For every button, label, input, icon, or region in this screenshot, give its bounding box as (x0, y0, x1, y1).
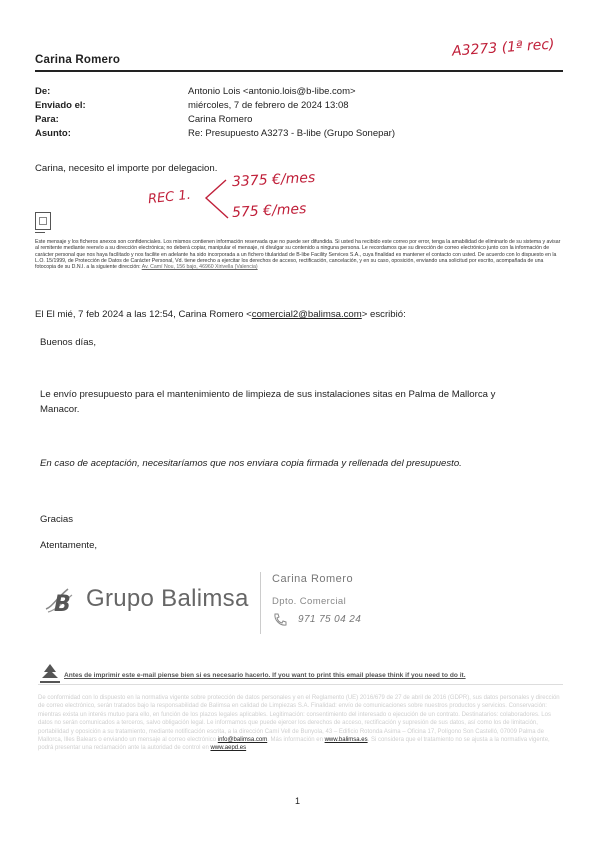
privacy-mid: . Más información en (267, 737, 323, 744)
thanks-text: Gracias (40, 514, 74, 525)
aepd-site-link[interactable]: www.aepd.es (210, 745, 247, 752)
signature-divider (260, 572, 261, 634)
quote-paragraph-2: En caso de aceptación, necesitaríamos que nos enviara copia firmada y rellenada del presupuesto. (40, 458, 462, 469)
handwritten-amount-2: 575 €/mes (231, 201, 307, 221)
greeting: Buenos días, (40, 337, 97, 348)
privacy-tail: . Si considera que el tratamiento no se ajusta a la normativa vigente, podrá presentar una reclamación ante la autoridad de control en (38, 737, 550, 752)
reply-text: Carina, necesito el importe por delegacion. (35, 163, 218, 174)
broken-image-icon (35, 212, 51, 230)
handwritten-amount-1: 3375 €/mes (231, 169, 316, 191)
quote-intro-prefix: El El mié, 7 feb 2024 a las 12:54, Carina Romero < (35, 309, 252, 320)
signature-phone[interactable]: 971 75 04 24 (298, 614, 362, 625)
sent-label: Enviado el: (35, 100, 86, 111)
page-number: 1 (294, 796, 300, 806)
eco-print-notice: Antes de imprimir este e-mail piense bien si es necesario hacerlo. If you want to print this email please think if you need to do it. (64, 672, 466, 679)
balimsa-logo-icon (42, 585, 76, 615)
eco-divider (38, 684, 563, 685)
subject-value: Re: Presupuesto A3273 - B-libe (Grupo Sonepar) (188, 128, 396, 139)
quote-intro (35, 309, 406, 320)
to-value[interactable]: Carina Romero (188, 114, 253, 125)
blibe-confidentiality-disclaimer (35, 239, 563, 270)
to-label: Para: (35, 114, 59, 125)
sender-name: Carina Romero (35, 54, 121, 66)
balimsa-site-link[interactable]: www.balimsa.es (324, 737, 368, 744)
handwritten-rec-label: REC 1. (147, 187, 192, 208)
quote-paragraph-1: Le envío presupuesto para el mantenimiento de limpieza de sus instalaciones sitas en Palma de Mallorca y Manacor. (40, 389, 496, 415)
blibe-address-link[interactable]: Av. Camí Nou, 156 bajo, 46960 Xirivella (Valencia) (141, 264, 258, 271)
subject-label: Asunto: (35, 128, 71, 139)
tree-icon (38, 662, 62, 684)
balimsa-brand-name: Grupo Balimsa (86, 585, 249, 612)
header-divider (35, 70, 563, 72)
balimsa-privacy-disclaimer (38, 694, 563, 753)
logo-underline (35, 232, 45, 233)
phone-icon (272, 612, 288, 628)
blibe-disclaimer-text: Este mensaje y los ficheros anexos son confidenciales. Los mismos contienen información reservada que no puede ser difundida. Si usted ha recibido este correo por error, tenga la amabilidad de eliminarlo de su sistema y avisar al remitente mediante reenvío a su dirección electrónica; no deberá copiar, manipular el mensaje, ni divulgar su contenido a ninguna persona. Le recordamos que su dirección de correo electrónico junto con la información de carácter personal que nos haya facilitado y nos facilite en adelante ha sido incorporada a un fichero titularidad de B-libe Facility Services S.A., cuya finalidad es mantener el contacto con usted. De acuerdo con lo dispuesto en la L.O. 15/1999, de Protección de Datos de Carácter Personal, Vd. tiene derecho a ejercitar los derechos de acceso, rectificación, cancelación, y en su caso, oposición, enviando una solicitud por escrito, acompañada de una fotocopia de su D.N.I. a la siguiente dirección: (35, 239, 561, 271)
handwritten-brace-icon (200, 176, 230, 222)
privacy-text: De conformidad con lo dispuesto en la normativa vigente sobre protección de datos personales y en el Reglamento (UE) 2016/679 de 27 de abril de 2016 (GDPR), sus datos personales y dirección de correo electrónico, serán tratados bajo la responsabilidad de Balimsa en calidad de Limpiezas S.A. Finalidad: envío de comunicaciones sobre nuestros productos y servicios. Conservación: mientras exista un interés mutuo para ello, en función de los plazos legales aplicables. Legitimación: consentimiento del interesado o ejecución de un contrato. Destinatarios: colaboradores. Los datos no serán comunicados a terceros, salvo obligación legal. Le informamos que puede ejercer los derechos de acceso, rectificación y supresión de sus datos, así como los de limitación, portabilidad y oposición a su tratamiento, mediante notificación escrita, a la dirección Camí Vell de Bunyola, 43 – Edificio Rotonda Asima – Oficina 17, Polígono Son Castelló, 07009 Palma de Mallorca, Illes Balears o enviando un mensaje al correo electrónico (38, 695, 560, 744)
sent-value: miércoles, 7 de febrero de 2024 13:08 (188, 100, 349, 111)
svg-text:B: B (54, 592, 71, 615)
quoted-email-link[interactable]: comercial2@balimsa.com (251, 309, 362, 320)
quote-intro-suffix: > escribió: (361, 309, 406, 320)
signature-department: Dpto. Comercial (272, 596, 347, 607)
from-value[interactable]: Antonio Lois <antonio.lois@b-libe.com> (188, 86, 356, 97)
closing-text: Atentamente, (40, 540, 98, 551)
from-label: De: (35, 86, 51, 97)
info-email-link[interactable]: info@balimsa.com (217, 737, 268, 744)
handwritten-reference-annotation: A3273 (1ª rec) (451, 36, 556, 60)
signature-name: Carina Romero (272, 573, 354, 585)
